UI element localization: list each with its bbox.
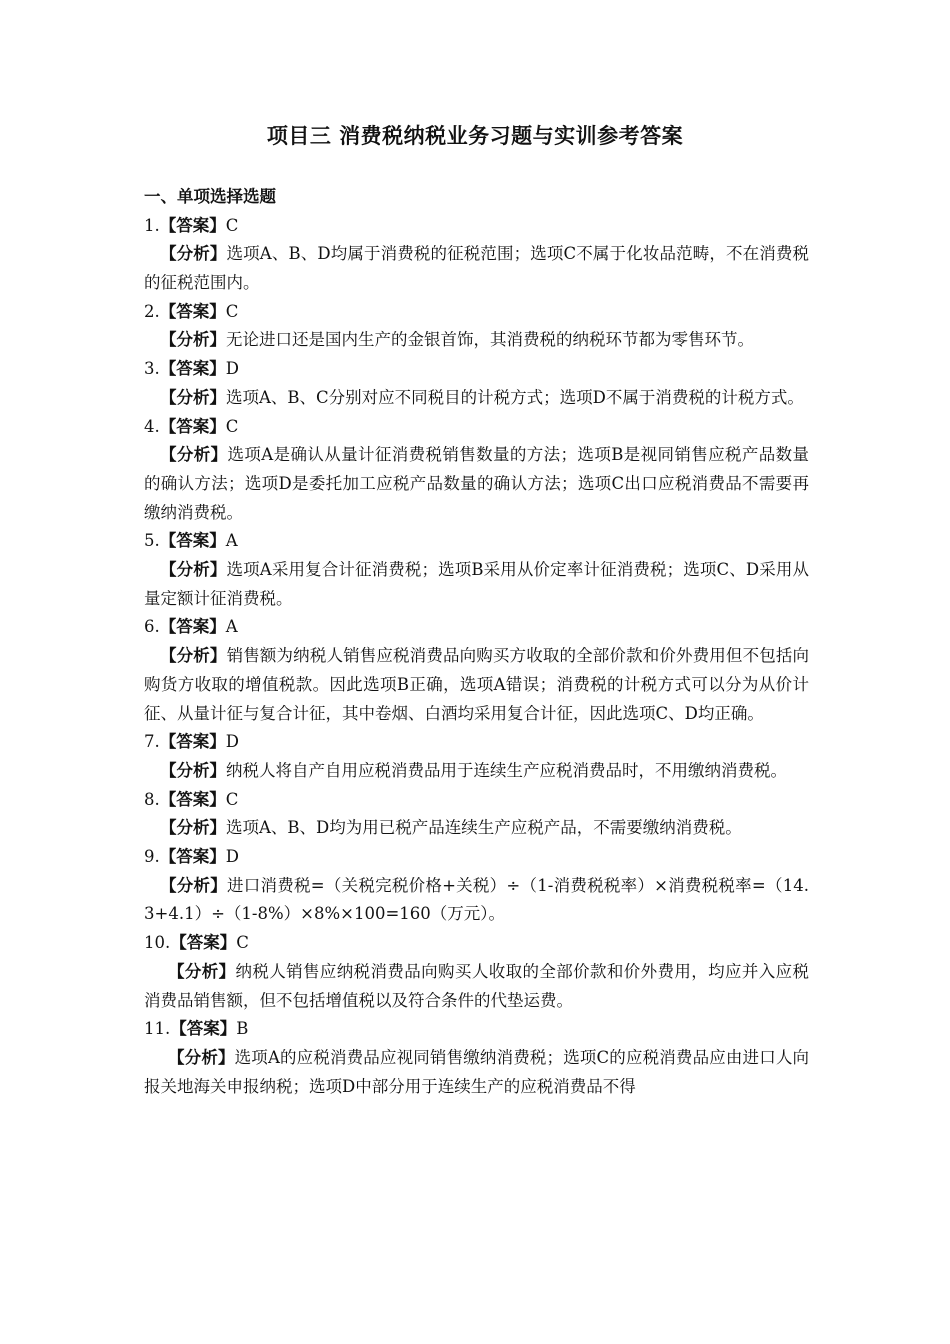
answer-tag: 【答案】 [159, 215, 226, 235]
answer-tag: 【答案】 [159, 301, 226, 321]
analysis-text: 选项A采用复合计征消费税；选项B采用从价定率计征消费税；选项C、D采用从量定额计征消费税。 [144, 560, 809, 608]
analysis-paragraph [144, 441, 809, 527]
question-number: 6. [144, 617, 160, 637]
answer-value: A [225, 617, 238, 637]
answer-value: B [236, 1019, 249, 1039]
analysis-tag: 【分析】 [168, 961, 236, 981]
analysis-text: 选项A、B、D均为用已税产品连续生产应税产品，不需要缴纳消费税。 [226, 818, 742, 838]
question-number: 4. [144, 416, 160, 436]
analysis-tag: 【分析】 [160, 760, 226, 780]
answer-line [144, 929, 809, 958]
analysis-paragraph [144, 556, 809, 613]
analysis-tag: 【分析】 [160, 445, 228, 465]
analysis-paragraph [144, 814, 809, 843]
answer-value: C [225, 416, 239, 436]
analysis-text: 销售额为纳税人销售应税消费品向购买方收取的全部价款和价外费用但不包括向购货方收取的增值税款。因此选项B正确，选项A错误；消费税的计税方式可以分为从价计征、从量计征与复合计征，其中卷烟、白酒均采用复合计征，因此选项C、D均正确。 [144, 646, 810, 723]
question-number: 1. [144, 215, 160, 235]
question-number: 11. [144, 1019, 171, 1039]
answer-content [144, 183, 809, 1101]
answer-value: C [236, 933, 249, 953]
analysis-paragraph [144, 240, 809, 297]
qa-item-10 [144, 929, 809, 1015]
analysis-paragraph [144, 872, 809, 929]
analysis-paragraph [144, 384, 809, 413]
analysis-tag: 【分析】 [168, 1047, 235, 1067]
analysis-tag: 【分析】 [160, 875, 228, 895]
analysis-text: 选项A、B、D均属于消费税的征税范围；选项C不属于化妆品范畴，不在消费税的征税范围内。 [144, 244, 809, 293]
qa-item-11 [144, 1015, 809, 1101]
question-number: 2. [144, 301, 160, 321]
analysis-text: 选项A、B、C分别对应不同税目的计税方式；选项D不属于消费税的计税方式。 [226, 387, 804, 407]
answer-tag: 【答案】 [159, 359, 226, 379]
question-number: 9. [144, 847, 160, 867]
analysis-paragraph [144, 757, 809, 786]
qa-item-5 [144, 527, 809, 613]
answer-value: A [225, 531, 238, 551]
answer-line [144, 613, 809, 642]
qa-item-7 [144, 728, 809, 785]
answer-tag: 【答案】 [170, 933, 237, 953]
analysis-paragraph [144, 642, 809, 728]
analysis-text: 无论进口还是国内生产的金银首饰，其消费税的纳税环节都为零售环节。 [226, 330, 754, 350]
answer-tag: 【答案】 [159, 531, 226, 551]
answer-value: C [225, 215, 239, 235]
analysis-text: 选项A是确认从量计征消费税销售数量的方法；选项B是视同销售应税产品数量的确认方法；选项D是委托加工应税产品数量的确认方法；选项C出口应税消费品不需要再缴纳消费税。 [144, 445, 810, 522]
question-number: 10. [144, 933, 171, 953]
answer-tag: 【答案】 [159, 732, 226, 752]
answer-tag: 【答案】 [159, 416, 226, 436]
answer-line [144, 413, 809, 442]
answer-line [144, 728, 809, 757]
answer-value: C [225, 301, 239, 321]
analysis-tag: 【分析】 [160, 560, 227, 580]
qa-item-3 [144, 355, 809, 412]
analysis-tag: 【分析】 [160, 818, 226, 838]
analysis-text: 纳税人将自产自用应税消费品用于连续生产应税消费品时，不用缴纳消费税。 [226, 760, 787, 780]
question-number: 3. [144, 359, 160, 379]
analysis-tag: 【分析】 [160, 330, 226, 350]
answer-tag: 【答案】 [159, 789, 226, 809]
document-title: 项目三 消费税纳税业务习题与实训参考答案 [266, 123, 684, 148]
answer-tag: 【答案】 [159, 617, 226, 637]
question-number: 5. [144, 531, 160, 551]
analysis-tag: 【分析】 [160, 646, 227, 666]
qa-item-4 [144, 413, 809, 528]
qa-item-1 [144, 212, 809, 298]
section-heading: 一、单项选择选题 [144, 187, 276, 206]
qa-item-9 [144, 843, 809, 929]
analysis-tag: 【分析】 [160, 244, 227, 264]
answer-line [144, 355, 809, 384]
answer-value: C [225, 789, 239, 809]
analysis-paragraph [144, 1044, 809, 1101]
answer-tag: 【答案】 [159, 847, 226, 867]
answer-line [144, 212, 809, 241]
question-number: 8. [144, 789, 160, 809]
qa-item-6 [144, 613, 809, 728]
analysis-text: 选项A的应税消费品应视同销售缴纳消费税；选项C的应税消费品应由进口人向报关地海关申报纳税；选项D中部分用于连续生产的应税消费品不得 [144, 1047, 810, 1096]
analysis-text: 进口消费税=（关税完税价格+关税）÷（1-消费税税率）×消费税税率=（14.3+4.1）÷（1-8%）×8%×100=160（万元）。 [144, 875, 809, 924]
answer-line [144, 298, 809, 327]
question-number: 7. [144, 732, 160, 752]
analysis-tag: 【分析】 [160, 387, 226, 407]
answer-value: D [225, 359, 239, 379]
analysis-paragraph [144, 958, 809, 1015]
answer-tag: 【答案】 [170, 1019, 237, 1039]
answer-line [144, 527, 809, 556]
answer-value: D [225, 847, 239, 867]
qa-item-8 [144, 786, 809, 843]
answer-line [144, 1015, 809, 1044]
answer-line [144, 786, 809, 815]
answer-line [144, 843, 809, 872]
analysis-paragraph [144, 326, 809, 355]
analysis-text: 纳税人销售应纳税消费品向购买人收取的全部价款和价外费用，均应并入应税消费品销售额，但不包括增值税以及符合条件的代垫运费。 [144, 961, 810, 1010]
qa-item-2 [144, 298, 809, 355]
answer-value: D [225, 732, 239, 752]
